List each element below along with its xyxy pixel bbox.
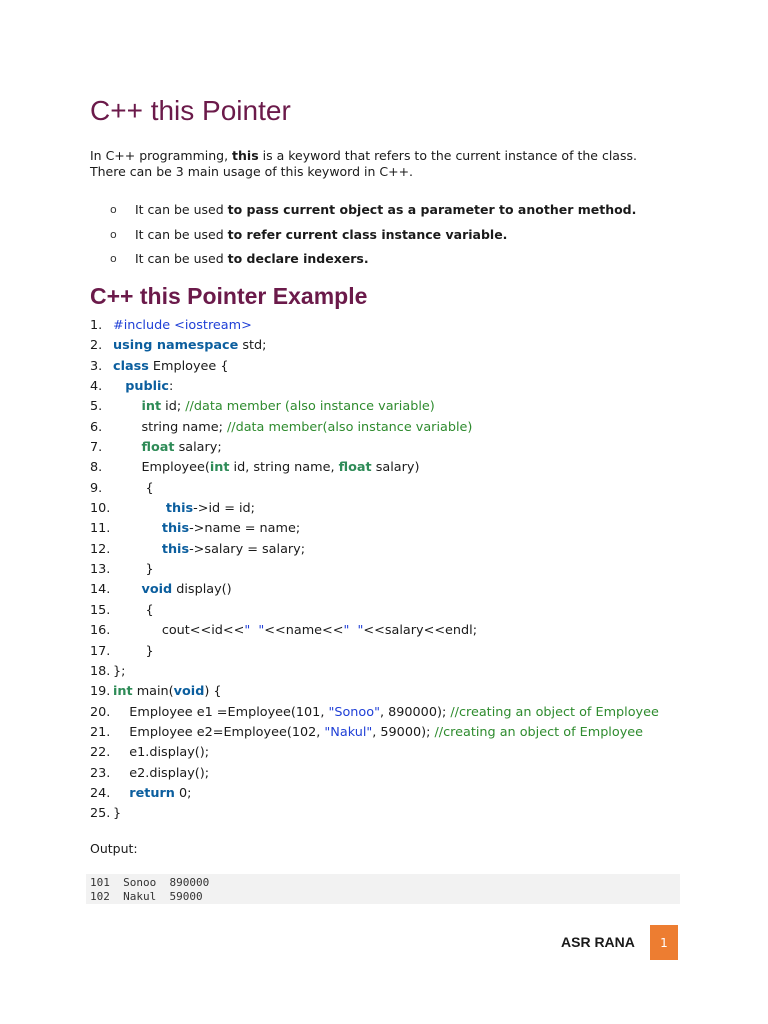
list-item	[110, 250, 636, 275]
code-text	[113, 438, 222, 458]
code-line	[90, 357, 659, 377]
output-line: 102 Nakul 59000	[90, 890, 203, 903]
line-number: 8.	[90, 460, 103, 476]
line-number: 19.	[90, 684, 111, 700]
bullet-marker: o	[110, 227, 117, 241]
code-text	[113, 804, 121, 824]
code-token: "Sonoo"	[328, 704, 380, 720]
code-token: string name;	[113, 419, 227, 435]
list-item-bold: to declare indexers.	[227, 251, 369, 266]
code-token	[113, 379, 125, 394]
code-text	[113, 743, 209, 763]
code-token: {	[113, 480, 154, 496]
code-text	[113, 764, 209, 784]
line-number: 14.	[90, 582, 111, 598]
code-line	[90, 377, 659, 397]
code-line	[90, 764, 659, 784]
code-text	[113, 580, 232, 600]
code-token: {	[113, 602, 154, 618]
line-number: 20.	[90, 704, 111, 720]
code-token	[113, 786, 129, 801]
code-token	[113, 399, 141, 414]
intro-line-2: There can be 3 main usage of this keyword in C++.	[90, 164, 414, 179]
code-token: ->id = id;	[193, 501, 255, 517]
intro-keyword: this	[232, 148, 259, 163]
code-token: return	[129, 785, 175, 801]
list-item-prefix: It can be used	[135, 226, 224, 242]
line-number: 17.	[90, 643, 111, 659]
code-token	[113, 521, 162, 536]
code-text	[113, 723, 643, 743]
code-line	[90, 601, 659, 621]
code-line	[90, 540, 659, 560]
line-number: 9.	[90, 480, 103, 496]
output-label: Output:	[90, 841, 138, 856]
code-text	[113, 682, 222, 702]
code-text	[113, 662, 125, 682]
page-title: C++ this Pointer	[90, 95, 291, 126]
code-line	[90, 723, 659, 743]
line-number: 24.	[90, 785, 111, 801]
code-line	[90, 580, 659, 600]
code-token	[113, 501, 166, 516]
code-token	[113, 542, 162, 557]
code-line	[90, 703, 659, 723]
code-token: }	[113, 806, 122, 822]
code-text	[113, 458, 419, 478]
line-number: 22.	[90, 745, 111, 761]
code-token: #include <iostream>	[113, 318, 252, 333]
code-token	[113, 582, 141, 597]
code-line	[90, 397, 659, 417]
code-line	[90, 642, 659, 662]
code-line	[90, 784, 659, 804]
code-token: id, string name,	[229, 460, 339, 476]
code-line	[90, 621, 659, 641]
code-text	[113, 601, 154, 621]
code-token: class	[113, 358, 149, 374]
line-number: 25.	[90, 806, 111, 822]
list-item-bold: to pass current object as a parameter to another method.	[227, 202, 637, 217]
code-line	[90, 662, 659, 682]
intro-text: is a keyword that refers to the current instance of the class.	[258, 148, 637, 163]
code-line	[90, 479, 659, 499]
bullet-marker: o	[110, 203, 117, 216]
code-token: int	[209, 460, 230, 476]
line-number: 2.	[90, 338, 103, 354]
code-token: e1.display();	[113, 745, 210, 761]
code-text	[113, 377, 173, 397]
code-token: :	[169, 379, 174, 395]
section-heading: C++ this Pointer Example	[90, 283, 368, 309]
page-number-badge: 1	[650, 925, 678, 960]
code-text	[113, 540, 305, 560]
line-number: 5.	[90, 399, 103, 415]
code-token: float	[338, 460, 372, 476]
line-number: 3.	[90, 358, 103, 374]
code-token: ->name = name;	[189, 521, 301, 537]
code-token: void	[173, 684, 205, 700]
code-token: void	[141, 582, 173, 598]
code-token: //data member(also instance variable)	[226, 419, 473, 435]
line-number: 6.	[90, 419, 103, 435]
code-token: Employee(	[113, 460, 210, 476]
line-number: 11.	[90, 521, 111, 537]
list-item-prefix: It can be used	[135, 251, 224, 266]
code-token: <<salary<<endl;	[363, 623, 478, 639]
code-token: "Nakul"	[324, 724, 373, 740]
code-text	[113, 560, 154, 580]
code-token: ->salary = salary;	[189, 541, 306, 557]
code-text	[113, 479, 154, 499]
usage-list	[110, 201, 636, 275]
line-number: 4.	[90, 379, 103, 395]
code-token: Employee e2=Employee(102,	[113, 724, 325, 740]
code-token: int	[113, 684, 133, 700]
output-box	[86, 874, 680, 904]
code-line	[90, 743, 659, 763]
code-token: int	[141, 399, 162, 415]
code-token: , 59000);	[372, 724, 435, 740]
line-number: 13.	[90, 562, 111, 578]
code-token: 0;	[174, 785, 192, 801]
code-token: id;	[161, 399, 186, 415]
code-token: public	[125, 379, 170, 395]
code-token: <<name<<	[264, 623, 344, 639]
code-token: };	[113, 663, 126, 679]
code-token: salary;	[174, 440, 222, 456]
line-number: 10.	[90, 501, 111, 517]
code-token: salary)	[371, 460, 420, 476]
line-number: 1.	[90, 318, 103, 333]
line-number: 18.	[90, 663, 111, 679]
code-token: std;	[238, 338, 267, 354]
code-line	[90, 438, 659, 458]
code-text	[113, 621, 477, 641]
code-token: display()	[172, 582, 232, 598]
code-token: , 890000);	[379, 704, 451, 720]
code-token: " "	[343, 623, 364, 639]
code-line	[90, 499, 659, 519]
code-text	[113, 418, 472, 438]
code-text	[113, 499, 255, 519]
code-line	[90, 560, 659, 580]
code-token: this	[165, 501, 194, 517]
code-line	[90, 336, 659, 356]
footer-author: ASR RANA	[561, 934, 635, 950]
code-line	[90, 682, 659, 702]
intro-paragraph	[90, 148, 690, 180]
code-line	[90, 418, 659, 438]
code-token: }	[113, 562, 154, 578]
code-listing	[90, 316, 659, 825]
line-number: 23.	[90, 765, 111, 781]
intro-line-1	[90, 148, 690, 164]
bullet-marker: o	[110, 252, 117, 265]
code-token: ) {	[204, 684, 222, 700]
list-item-prefix: It can be used	[135, 202, 224, 217]
code-token: e2.display();	[113, 765, 210, 781]
intro-text: In C++ programming,	[90, 148, 233, 163]
line-number: 15.	[90, 602, 111, 618]
code-text	[113, 703, 659, 723]
code-text	[113, 642, 154, 662]
code-token: " "	[244, 623, 265, 639]
code-token: using namespace	[113, 338, 239, 354]
code-token: Employee {	[148, 358, 229, 374]
code-token: this	[161, 541, 190, 557]
code-text	[113, 397, 435, 417]
line-number: 21.	[90, 724, 111, 740]
output-line: 101 Sonoo 890000	[90, 876, 210, 889]
code-line	[90, 804, 659, 824]
code-token: //data member (also instance variable)	[185, 399, 435, 415]
list-item	[110, 226, 636, 251]
code-token: float	[141, 440, 175, 456]
code-token: //creating an object of Employee	[434, 724, 644, 740]
code-token: }	[113, 643, 154, 659]
code-text	[113, 357, 229, 377]
code-token	[113, 440, 141, 455]
line-number: 7.	[90, 440, 103, 456]
code-line	[90, 458, 659, 478]
code-text	[113, 336, 266, 356]
code-token: cout<<id<<	[113, 623, 245, 639]
code-line	[90, 519, 659, 539]
line-number: 12.	[90, 541, 111, 557]
code-text	[113, 784, 191, 804]
code-line	[90, 316, 659, 336]
list-item-bold: to refer current class instance variable.	[227, 226, 508, 242]
list-item	[110, 201, 636, 226]
code-text	[113, 519, 300, 539]
code-token: Employee e1 =Employee(101,	[113, 704, 329, 720]
code-text	[113, 316, 252, 336]
code-token: main(	[132, 684, 174, 700]
code-token: //creating an object of Employee	[450, 704, 659, 720]
code-token: this	[161, 521, 190, 537]
line-number: 16.	[90, 623, 111, 639]
